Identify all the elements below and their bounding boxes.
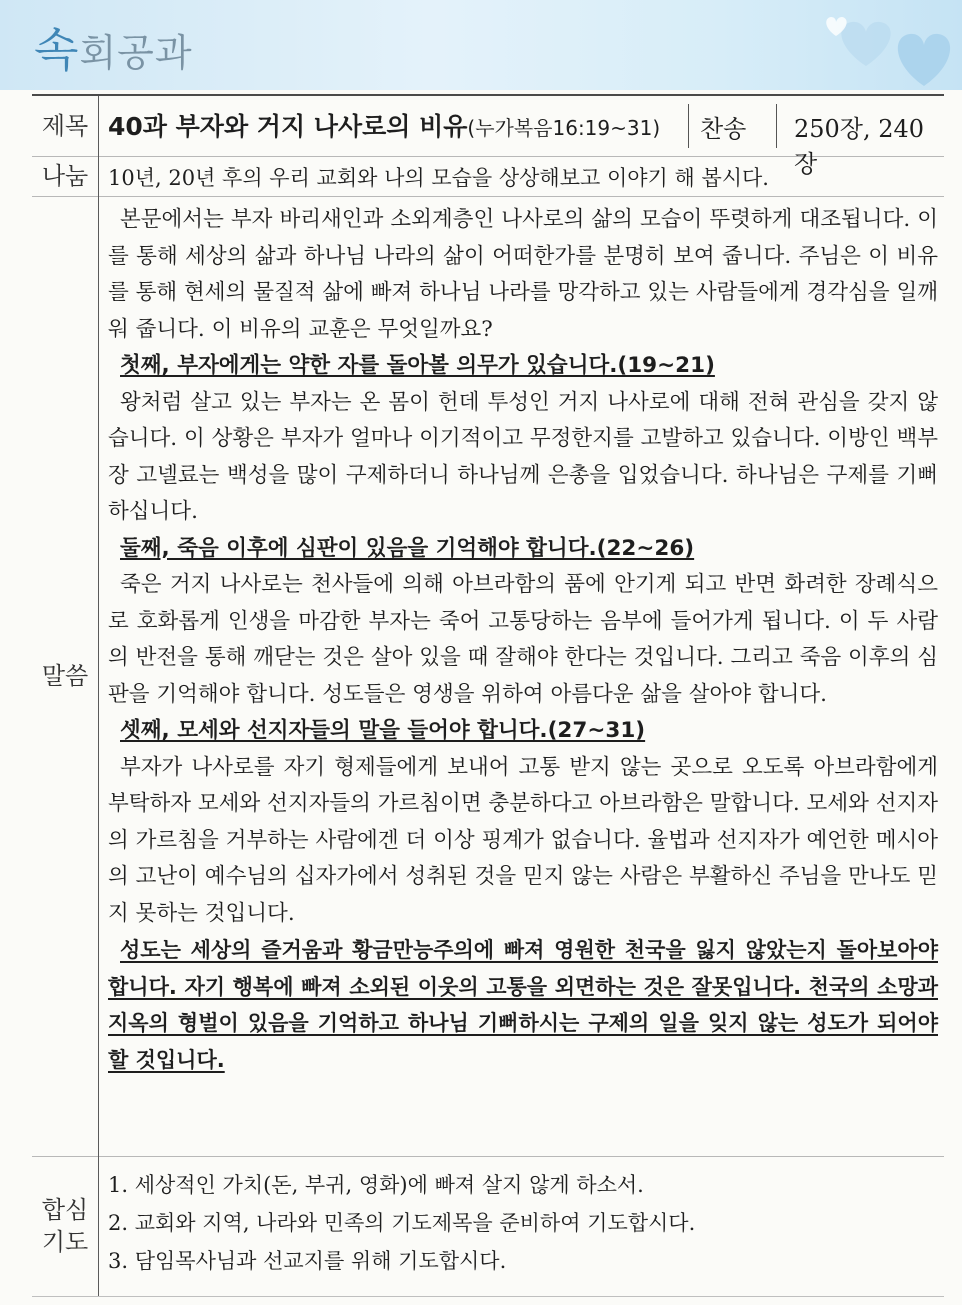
point1-heading: 첫째, 부자에게는 약한 자를 돌아볼 의무가 있습니다.(19~21) [120,353,715,378]
lesson-title [108,107,660,143]
share-row [32,156,944,197]
prayer-list [108,1166,695,1280]
hymn-label: 찬송 [700,115,747,143]
intro-paragraph: 본문에서는 부자 바리새인과 소외계층인 나사로의 삶의 모습이 뚜렷하게 대조됩니다. 이를 통해 세상의 삶과 하나님 나라의 삶이 어떠한가를 분명히 보여 줍니다. 주님은 이 비유를 통해 현세의 물질적 삶에 빠져 하나님 나라를 망각하고 있는 사람들에게 경각심을 일깨워 줍니다. 이 비유의 교훈은 무엇일까요? [108,207,938,342]
prayer-item: 1. 세상적인 가치(돈, 부귀, 영화)에 빠져 살지 않게 하소서. [108,1173,644,1197]
share-text: 10년, 20년 후의 우리 교회와 나의 모습을 상상해보고 이야기 해 봅시다. [108,166,769,190]
prayer-label [32,1156,99,1296]
point2-paragraph: 죽은 거지 나사로는 천사들에 의해 아브라함의 품에 안기게 되고 반면 화려한 장례식으로 호화롭게 인생을 마감한 부자는 죽어 고통당하는 음부에 들어가게 됩니다. 이 두 사람의 반전을 통해 깨닫는 것은 살아 있을 때 잘해야 한다는 것입니다. 그리고 죽음 이후의 심판을 기억해야 합니다. 성도들은 영생을 위하여 아름다운 삶을 살아야 합니다. [108,572,938,707]
word-row [32,196,944,1157]
point3-heading: 셋째, 모세와 선지자들의 말을 들어야 합니다.(27~31) [120,718,646,743]
share-content [108,156,944,196]
point1-paragraph: 왕처럼 살고 있는 부자는 온 몸이 헌데 투성인 거지 나사로에 대해 전혀 관심을 갖지 않습니다. 이 상황은 부자가 얼마나 이기적이고 무정한지를 고발하고 있습니다. 이방인 백부장 고넬료는 백성을 많이 구제하더니 하나님께 은총을 입었습니다. 하나님은 구제를 기뻐하십니다. [108,389,938,524]
point2-heading: 둘째, 죽음 이후에 심판이 있음을 기억해야 합니다.(22~26) [120,535,695,561]
prayer-row [32,1156,944,1296]
banner-title-first: 속 [34,23,80,77]
prayer-label-line2: 기도 [41,1228,89,1256]
prayer-item: 3. 담임목사님과 선교지를 위해 기도합시다. [108,1249,507,1273]
scripture-reference: (누가복음16:19~31) [467,116,661,140]
lesson-table [32,94,944,1297]
prayer-label-line1: 합심 [41,1195,89,1224]
word-content [108,196,944,1156]
lesson-title-text: 40과 부자와 거지 나사로의 비유 [108,112,468,141]
title-divider [688,104,689,148]
conclusion-paragraph: 성도는 세상의 즐거움과 황금만능주의에 빠져 영원한 천국을 잃지 않았는지 돌아보아야 합니다. 자기 행복에 빠져 소외된 이웃의 고통을 외면하는 것은 잘못입니다. 천국의 소망과 지옥의 형벌이 있음을 기억하고 하나님 기뻐하시는 구제의 일을 잊지 않는 성도가 되어야 할 것입니다. [108,938,938,1072]
title-label: 제목 [32,96,99,156]
hymn-numbers: 250장, 240장 [794,115,925,178]
prayer-item: 2. 교회와 지역, 나라와 민족의 기도제목을 준비하여 기도합시다. [108,1211,696,1235]
word-label: 말씀 [32,196,99,1156]
prayer-content [108,1156,944,1296]
hearts-decoration-icon [796,6,956,90]
share-label: 나눔 [32,156,99,196]
sermon-body [108,202,938,1078]
header-banner [0,0,962,90]
banner-title [34,14,193,80]
banner-title-rest: 회공과 [79,31,193,75]
point3-paragraph: 부자가 나사로를 자기 형제들에게 보내어 고통 받지 않는 곳으로 오도록 아브라함에게 부탁하자 모세와 선지자들의 가르침이면 충분하다고 아브라함은 말합니다. 모세와 선지자의 가르침을 거부하는 사람에겐 더 이상 핑계가 없습니다. 율법과 선지자가 예언한 메시아의 고난이 예수님의 십자가에서 성취된 것을 믿지 않는 사람은 부활하신 주님을 만나도 믿지 못하는 것입니다. [108,754,938,926]
hymn-divider [776,104,777,148]
